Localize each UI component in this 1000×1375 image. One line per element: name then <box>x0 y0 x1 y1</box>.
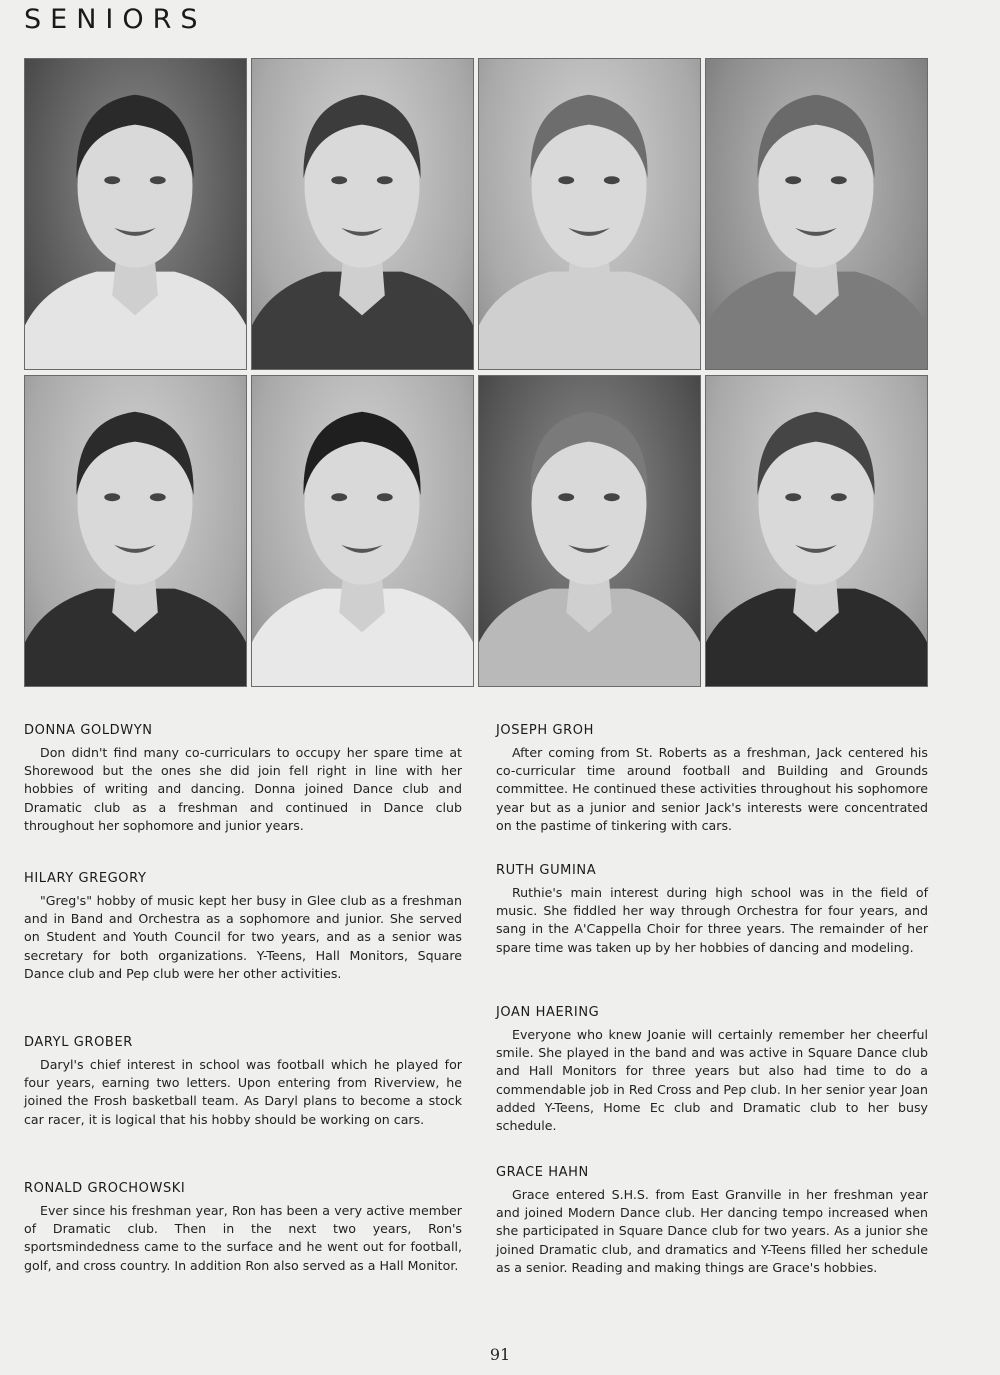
portrait-photo <box>252 376 473 686</box>
portrait-photo <box>479 376 700 686</box>
student-bio: Don didn't find many co-curriculars to occupy her spare time at Shorewood but the ones she did join fell right in line with her hobbies of writing and dancing. Donna joined Dance club and Dramatic club as a freshman and continued in Dance club throughout her sophomore and junior years. <box>24 745 462 833</box>
student-bio: After coming from St. Roberts as a freshman, Jack centered his co-curricular time around football and Building and Grounds committee. He continued these activities throughout his sophomore year but as a junior and senior Jack's interests were concentrated on the pastime of tinkering with cars. <box>496 745 928 833</box>
left-eye <box>104 493 120 501</box>
right-eye <box>604 493 620 501</box>
student-portrait <box>24 375 247 687</box>
right-eye <box>604 176 620 184</box>
portrait-photo <box>252 59 473 369</box>
student-name: DARYL GROBER <box>24 1035 133 1050</box>
portrait-photo <box>706 59 927 369</box>
student-bio: Ruthie's main interest during high school was in the field of music. She fiddled her way through Orchestra for four years, and sang in the A'Cappella Choir for three years. The remainder of her spare time was taken up by her hobbies of dancing and modeling. <box>496 885 928 955</box>
right-eye <box>150 176 166 184</box>
bio-entry <box>24 722 462 835</box>
student-bio: Ever since his freshman year, Ron has been a very active member of Dramatic club. Then in the next two years, Ron's sportsmindedness came to the surface and he went out for football, golf, and cross country. In addition Ron also served as a Hall Monitor. <box>24 1203 462 1273</box>
bio-entry <box>24 1180 462 1275</box>
bio-entry <box>24 1034 462 1129</box>
student-name: DONNA GOLDWYN <box>24 723 153 738</box>
bio-entry <box>496 722 928 835</box>
page-number: 91 <box>489 1345 511 1364</box>
student-portrait <box>705 58 928 370</box>
student-name: RONALD GROCHOWSKI <box>24 1181 186 1196</box>
student-portrait <box>251 375 474 687</box>
right-eye <box>831 493 847 501</box>
left-eye <box>785 493 801 501</box>
student-portrait <box>705 375 928 687</box>
portrait-photo <box>25 59 246 369</box>
portrait-grid <box>24 58 927 689</box>
left-eye <box>331 176 347 184</box>
student-bio: Everyone who knew Joanie will certainly remember her cheerful smile. She played in the band and was active in Square Dance club and Hall Monitors for three years but also had time to do a commendable job in Red Cross and Pep club. In her senior year Joan added Y-Teens, Home Ec club and Dramatic club to her busy schedule. <box>496 1027 928 1134</box>
left-eye <box>785 176 801 184</box>
portrait-photo <box>479 59 700 369</box>
student-portrait <box>478 375 701 687</box>
student-portrait <box>24 58 247 370</box>
right-eye <box>377 493 393 501</box>
student-portrait <box>478 58 701 370</box>
student-name: RUTH GUMINA <box>496 863 597 878</box>
right-eye <box>377 176 393 184</box>
portrait-photo <box>25 376 246 686</box>
student-name: HILARY GREGORY <box>24 871 147 886</box>
left-eye <box>331 493 347 501</box>
left-eye <box>104 176 120 184</box>
student-name: GRACE HAHN <box>496 1165 589 1180</box>
student-name: JOSEPH GROH <box>496 723 594 738</box>
bio-entry <box>496 862 928 957</box>
left-eye <box>558 176 574 184</box>
right-eye <box>150 493 166 501</box>
student-portrait <box>251 58 474 370</box>
right-eye <box>831 176 847 184</box>
page-title: SENIORS <box>24 4 207 35</box>
bio-entry <box>496 1004 928 1135</box>
portrait-photo <box>706 376 927 686</box>
bio-entry <box>496 1164 928 1277</box>
student-bio: "Greg's" hobby of music kept her busy in Glee club as a freshman and in Band and Orchestra as a sophomore and junior. She served on Student and Youth Council for two years, and as a senior was secretary for both organizations. Y-Teens, Hall Monitors, Square Dance club and Pep club were her other activities. <box>24 893 462 981</box>
student-name: JOAN HAERING <box>496 1005 600 1020</box>
bio-entry <box>24 870 462 983</box>
left-eye <box>558 493 574 501</box>
student-bio: Grace entered S.H.S. from East Granville in her freshman year and joined Modern Dance club. Her dancing tempo increased when she participated in Square Dance club for two years. As a junior she joined Dramatic club, and dramatics and Y-Teens filled her schedule as a senior. Reading and making things are Grace's hobbies. <box>496 1187 928 1275</box>
student-bio: Daryl's chief interest in school was football which he played for four years, earning two letters. Upon entering from Riverview, he joined the Frosh basketball team. As Daryl plans to become a stock car racer, it is logical that his hobby should be working on cars. <box>24 1057 462 1127</box>
